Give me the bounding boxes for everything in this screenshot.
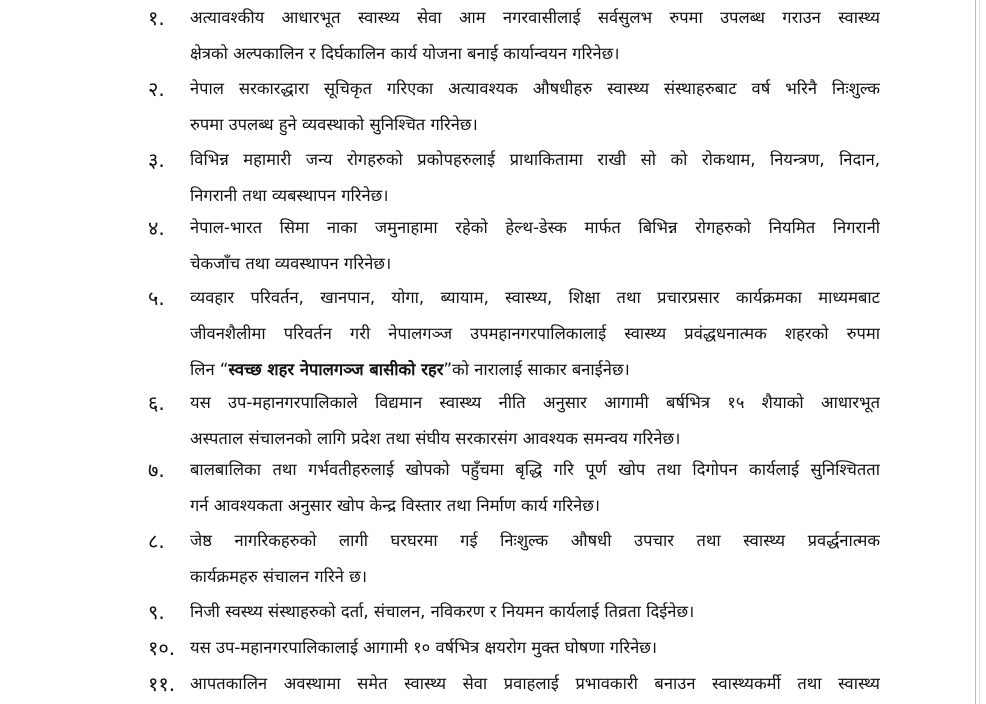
text-line: चेकजाँच तथा व्यवस्थापन गरिनेछ। [190,254,392,273]
list-item-number: ११. [148,672,176,696]
list-item-number: ४. [148,216,165,240]
text-line: यस उप-महानगरपालिकाले विद्यमान स्वास्थ्य नीति अनुसार आगामी बर्षभित्र १५ शैयाको आधारभूत [190,393,880,412]
list-item-number: ७. [148,458,165,482]
list-item-number: १०. [148,636,176,660]
text-line: अत्यावश्कीय आधारभूत स्वास्थ्य सेवा आम नगरवासीलाई सर्वसुलभ रुपमा उपलब्ध गराउन स्वास्थ्य [190,8,880,27]
list-item-text [190,0,880,72]
list-item-number: २. [148,77,165,101]
slogan-prefix: लिन “ [190,360,229,379]
list-item-number: ९. [148,600,165,624]
text-line: रुपमा उपलब्ध हुने व्यवस्थाको सुनिश्चित गरिनेछ। [190,115,478,134]
list-item-number: ८. [148,529,165,553]
text-line: निजी स्वस्थ्य संस्थाहरुको दर्ता, संचालन, नविकरण र नियमन कार्यलाई तिव्रता दिईनेछ। [190,602,695,621]
list-item-number: ५. [148,286,165,310]
text-line: जेष्ठ नागरिकहरुको लागी घरघरमा गई निःशुल्क औषधी उपचार तथा स्वास्थ्य प्रवर्द्धनात्मक [190,531,880,550]
list-item-number: ६. [148,391,165,415]
text-line: अस्पताल संचालनको लागि प्रदेश तथा संघीय सरकारसंग आवश्यक समन्वय गरिनेछ। [190,429,681,448]
text-line: व्यवहार परिवर्तन, खानपान, योगा, ब्यायाम, स्वास्थ्य, शिक्षा तथा प्रचारप्रसार कार्यक्रमका माध्यमबाट [190,288,880,307]
text-line: आपतकालिन अवस्थामा समेत स्वास्थ्य सेवा प्रवाहलाई प्रभावकारी बनाउन स्वास्थ्यकर्मी तथा स्वास्थ्य [190,674,880,693]
text-line: विभिन्न महामारी जन्य रोगहरुको प्रकोपहरुलाई प्राथाकितामा राखी सो को रोकथाम, नियन्त्रण, निदान, [190,150,880,169]
text-line [190,352,880,388]
slogan-text: स्वच्छ शहर नेपालगञ्ज बासीको रहर [228,360,444,379]
text-line: कार्यक्रमहरु संचालन गरिने छ। [190,567,367,586]
list-item-number: ३. [148,148,165,172]
list-item-text [190,71,880,143]
list-item-text [190,666,880,702]
text-line: नेपाल-भारत सिमा नाका जमुनाहामा रहेको हेल्थ-डेस्क मार्फत बिभिन्न रोगहरुको नियमित निगरानी [190,218,880,237]
list-item-text [190,523,880,595]
list-item-text [190,630,880,666]
text-line: निगरानी तथा व्यबस्थापन गरिनेछ। [190,186,389,205]
page-edge-line [975,0,976,704]
list-item-text [190,280,880,388]
slogan-suffix: ”को नारालाई साकार बनाईनेछ। [443,360,630,379]
list-item-text [190,594,880,630]
text-line: यस उप-महानगरपालिकालाई आगामी १० वर्षभित्र क्षयरोग मुक्त घोषणा गरिनेछ। [190,638,658,657]
text-line: जीवनशैलीमा परिवर्तन गरी नेपालगञ्ज उपमहानगरपालिकालाई स्वास्थ्य प्रवंद्धधनात्मक शहरको रुपमा [190,324,880,343]
text-line: नेपाल सरकारद्धारा सूचिकृत गरिएका अत्यावश्यक औषधीहरु स्वास्थ्य संस्थाहरुबाट वर्ष भरिनै निःशुल्क [190,79,880,98]
text-line: गर्न आवश्यकता अनुसार खोप केन्द्र विस्तार तथा निर्माण कार्य गरिनेछ। [190,496,601,515]
list-item-text [190,452,880,524]
page-edge-shadow [979,0,980,704]
list-item-text [190,142,880,214]
list-item-text [190,385,880,457]
list-item-text [190,210,880,282]
list-item-number: १. [148,6,165,30]
text-line: क्षेत्रको अल्पकालिन र दिर्घकालिन कार्य योजना बनाई कार्यान्वयन गरिनेछ। [190,44,620,63]
text-line: बालबालिका तथा गर्भवतीहरुलाई खोपको पहुँचमा बृद्धि गरि पूर्ण खोप तथा दिगोपन कार्यलाई सुनिश्चितता [190,460,880,479]
